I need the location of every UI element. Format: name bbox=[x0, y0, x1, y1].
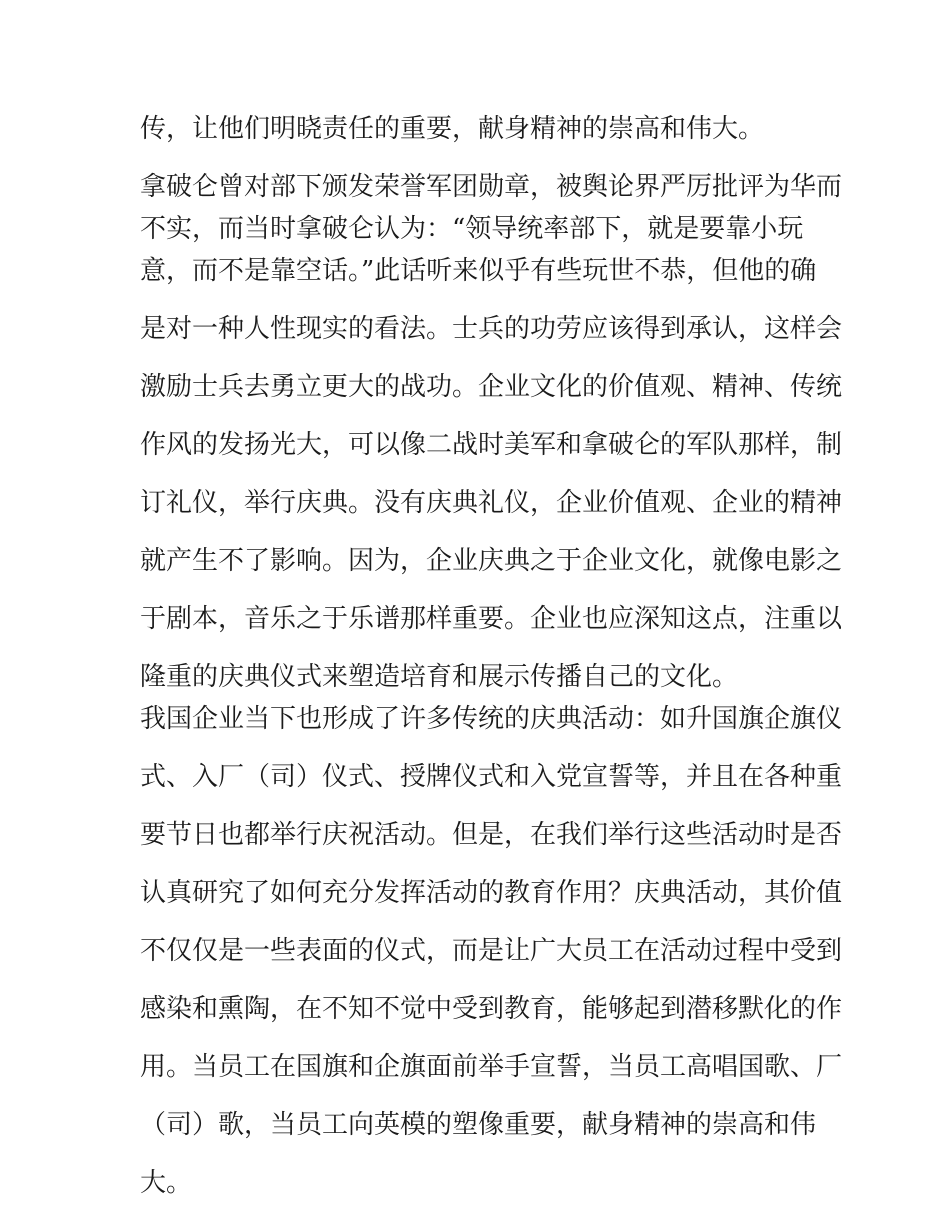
text-line: 就产生不了影响。因为，企业庆典之于企业文化，就像电影之 bbox=[140, 546, 843, 576]
text-line: 不仅仅是一些表面的仪式，而是让广大员工在活动过程中受到 bbox=[140, 936, 843, 966]
text-line: 隆重的庆典仪式来塑造培育和展示传播自己的文化。 bbox=[140, 662, 739, 692]
text-line: 作风的发扬光大，可以像二战时美军和拿破仑的军队那样，制 bbox=[140, 430, 843, 460]
text-line: 认真研究了如何充分发挥活动的教育作用？庆典活动，其价值 bbox=[140, 878, 843, 908]
text-line: 拿破仑曾对部下颁发荣誉军团勋章，被舆论界严厉批评为华而 bbox=[140, 172, 843, 202]
text-line: 意，而不是靠空话。”此话听来似乎有些玩世不恭，但他的确 bbox=[140, 256, 817, 286]
text-line: 式、入厂（司）仪式、授牌仪式和入党宣誓等，并且在各种重 bbox=[140, 762, 843, 792]
text-line: 不实，而当时拿破仑认为：“领导统率部下，就是要靠小玩 bbox=[140, 214, 804, 244]
text-line: 我国企业当下也形成了许多传统的庆典活动：如升国旗企旗仪 bbox=[140, 704, 843, 734]
text-line: 用。当员工在国旗和企旗面前举手宣誓，当员工高唱国歌、厂 bbox=[140, 1052, 843, 1082]
text-line: （司）歌，当员工向英模的塑像重要，献身精神的崇高和伟 bbox=[140, 1110, 817, 1140]
text-line: 要节日也都举行庆祝活动。但是，在我们举行这些活动时是否 bbox=[140, 820, 843, 850]
text-line: 是对一种人性现实的看法。士兵的功劳应该得到承认，这样会 bbox=[140, 314, 843, 344]
text-line: 大。 bbox=[140, 1168, 193, 1198]
text-line: 感染和熏陶，在不知不觉中受到教育，能够起到潜移默化的作 bbox=[140, 994, 843, 1024]
text-line: 传，让他们明晓责任的重要，献身精神的崇高和伟大。 bbox=[140, 114, 765, 144]
text-line: 激励士兵去勇立更大的战功。企业文化的价值观、精神、传统 bbox=[140, 372, 843, 402]
body-text bbox=[140, 108, 843, 1204]
text-line: 订礼仪，举行庆典。没有庆典礼仪，企业价值观、企业的精神 bbox=[140, 488, 843, 518]
text-line: 于剧本，音乐之于乐谱那样重要。企业也应深知这点，注重以 bbox=[140, 604, 843, 634]
